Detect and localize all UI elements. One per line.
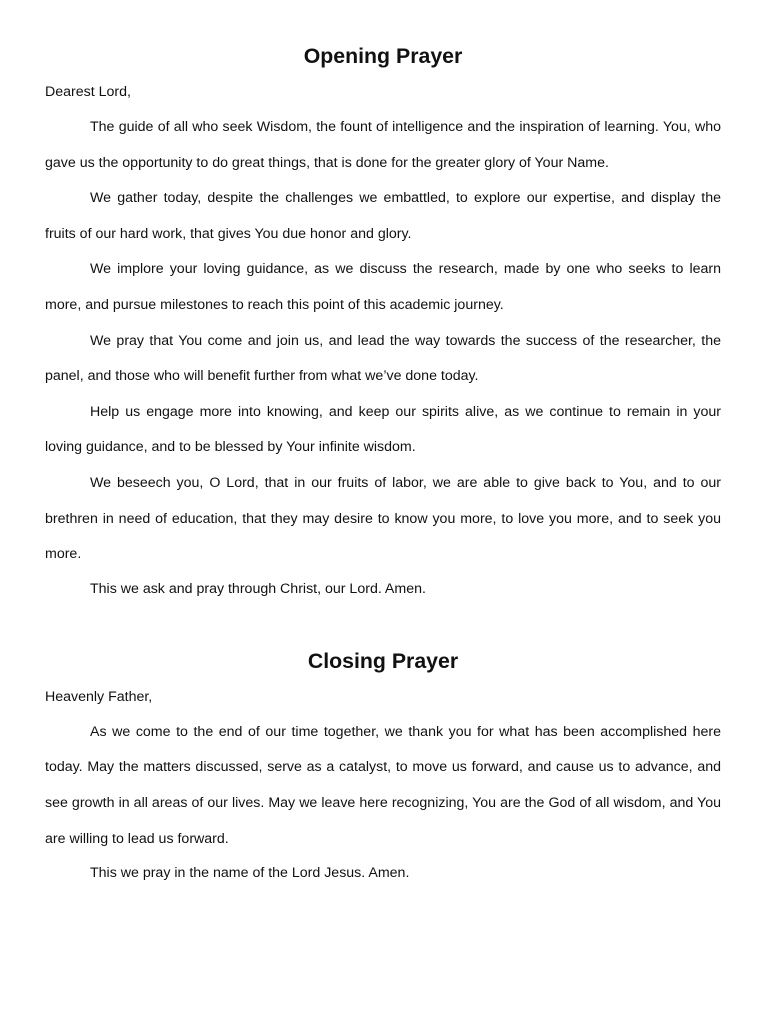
opening-paragraph: We beseech you, O Lord, that in our fruits of labor, we are able to give back to You, and to our brethren in need of education, that they may desire to know you more, to love you more, and to seek you more.	[45, 474, 721, 563]
closing-prayer-body	[45, 715, 721, 857]
closing-prayer-title: Closing Prayer	[307, 648, 459, 673]
opening-closing-line: This we ask and pray through Christ, our Lord. Amen.	[90, 580, 426, 597]
opening-salutation: Dearest Lord,	[45, 84, 131, 100]
opening-paragraph: We gather today, despite the challenges we embattled, to explore our expertise, and display the fruits of our hard work, that gives You due honor and glory.	[45, 190, 721, 242]
opening-paragraph: We implore your loving guidance, as we discuss the research, made by one who seeks to learn more, and pursue milestones to reach this point of this academic journey.	[45, 261, 721, 313]
closing-salutation: Heavenly Father,	[45, 688, 153, 705]
closing-prayer-section	[45, 648, 721, 883]
opening-prayer-title: Opening Prayer	[303, 44, 463, 68]
opening-prayer-section	[45, 0, 721, 599]
opening-paragraph: Help us engage more into knowing, and keep our spirits alive, as we continue to remain in your loving guidance, and to be blessed by Your infinite wisdom.	[45, 403, 721, 456]
opening-paragraph: We pray that You come and join us, and lead the way towards the success of the researcher, the panel, and those who will benefit further from what we’ve done today.	[45, 332, 721, 385]
opening-prayer-body	[45, 110, 721, 573]
opening-paragraph: The guide of all who seek Wisdom, the fount of intelligence and the inspiration of learning. You, who gave us the opportunity to do great things, that is done for the greater glory of Your Name.	[45, 119, 721, 171]
closing-paragraph: As we come to the end of our time together, we thank you for what has been accomplished here today. May the matters discussed, serve as a catalyst, to move us forward, and cause us to advance, and see growth in all areas of our lives. May we leave here recognizing, You are the God of all wisdom, and You are willing to lead us forward.	[45, 723, 721, 847]
closing-closing-line: This we pray in the name of the Lord Jesus. Amen.	[90, 865, 410, 882]
